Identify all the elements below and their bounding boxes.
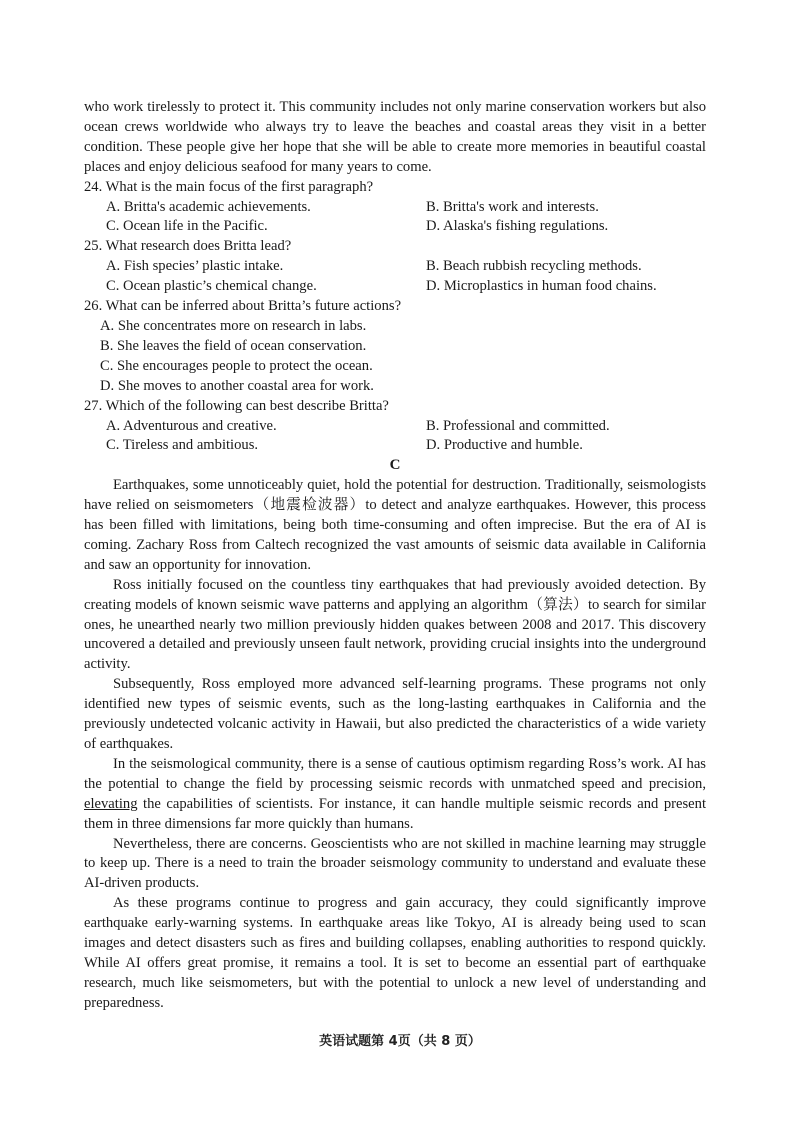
question-stem: 26. What can be inferred about Britta’s future actions? (84, 298, 402, 315)
option-c: C. Ocean life in the Pacific. (106, 218, 268, 235)
passage-c-paragraph-1: Earthquakes, some unnoticeably quiet, hold the potential for destruction. Traditionally, seismologists have relied on seismometers（地震检波器）to detect and analyze earthquakes. However, this process has been filled with limitations, being both time-consuming and often imprecise. But the era of AI is coming. Zachary Ross from Caltech recognized the vast amounts of seismic data available in California and saw an opportunity for innovation. (84, 477, 706, 573)
passage-c-paragraph-2: Ross initially focused on the countless tiny earthquakes that had previously avoided detection. By creating models of known seismic wave patterns and applying an algorithm（算法）to search for similar ones, he unearthed nearly two million previously hidden quakes between 2008 and 2017. This discovery uncovered a detailed and previously unseen fault network, providing crucial insights into the underground activity. (84, 576, 706, 673)
option-c: C. Ocean plastic’s chemical change. (106, 278, 317, 295)
question-25 (84, 237, 706, 297)
option-a: A. Britta's academic achievements. (106, 198, 311, 215)
option-a: A. Adventurous and creative. (106, 417, 277, 434)
option-d: D. Productive and humble. (426, 437, 583, 454)
page-footer: 英语试题第 4页（共 8 页） (319, 1034, 481, 1049)
option-c: C. She encourages people to protect the ocean. (100, 357, 373, 374)
section-heading-c: C (389, 457, 401, 474)
option-a: A. She concentrates more on research in labs. (100, 317, 367, 334)
passage-b-tail: who work tirelessly to protect it. This community includes not only marine conservation workers but also ocean crews worldwide who always try to leave the beaches and coastal areas they visit in a better condition. These people give her hope that she will be able to create more memories in beautiful coastal places and enjoy delicious seafood for many years to come. (84, 99, 706, 175)
option-d: D. She moves to another coastal area for work. (100, 377, 374, 394)
passage-c-paragraph-3: Subsequently, Ross employed more advanced self-learning programs. These programs not only identified new types of seismic events, such as the long-lasting earthquakes in California and the previously undetected volcanic activity in Hawaii, but also predicted the characteristics of a wide variety of earthquakes. (84, 676, 706, 752)
question-stem: 25. What research does Britta lead? (84, 238, 292, 255)
option-a: A. Fish species’ plastic intake. (106, 258, 284, 275)
options (84, 198, 706, 238)
question-stem: 27. Which of the following can best describe Britta? (84, 397, 389, 414)
passage-c-paragraph-6: As these programs continue to progress and gain accuracy, they could significantly improve earthquake early-warning systems. In earthquake areas like Tokyo, AI is already being used to scan images and detect disasters such as fires and building collapses, enabling authorities to respond quickly. While AI offers great promise, it remains a tool. It is set to become an essential part of earthquake research, much like seismometers, but with the potential to unlock a new level of understanding and preparedness. (84, 895, 706, 1011)
options (84, 257, 706, 297)
options (84, 317, 706, 397)
exam-page (84, 98, 706, 1014)
option-c: C. Tireless and ambitious. (106, 437, 259, 454)
options (84, 417, 706, 457)
option-b: B. Beach rubbish recycling methods. (426, 258, 642, 275)
option-b: B. She leaves the field of ocean conservation. (100, 337, 367, 354)
question-24 (84, 178, 706, 238)
question-27 (84, 397, 706, 457)
option-d: D. Microplastics in human food chains. (426, 278, 657, 295)
question-26 (84, 297, 706, 397)
passage-c-paragraph-5: Nevertheless, there are concerns. Geoscientists who are not skilled in machine learning may struggle to keep up. There is a need to train the broader seismology community to understand and evaluate these AI-driven products. (84, 835, 706, 892)
option-b: B. Britta's work and interests. (426, 198, 599, 215)
question-stem: 24. What is the main focus of the first paragraph? (84, 178, 374, 195)
option-d: D. Alaska's fishing regulations. (426, 218, 609, 235)
passage-c-paragraph-4: In the seismological community, there is a sense of cautious optimism regarding Ross’s work. AI has the potential to change the field by processing seismic records with unmatched speed and precision, elevating the capabilities of scientists. For instance, it can handle multiple seismic records and present them in three dimensions far more quickly than humans. (84, 755, 706, 832)
option-b: B. Professional and committed. (426, 417, 610, 434)
underlined-word: elevating (84, 795, 138, 812)
